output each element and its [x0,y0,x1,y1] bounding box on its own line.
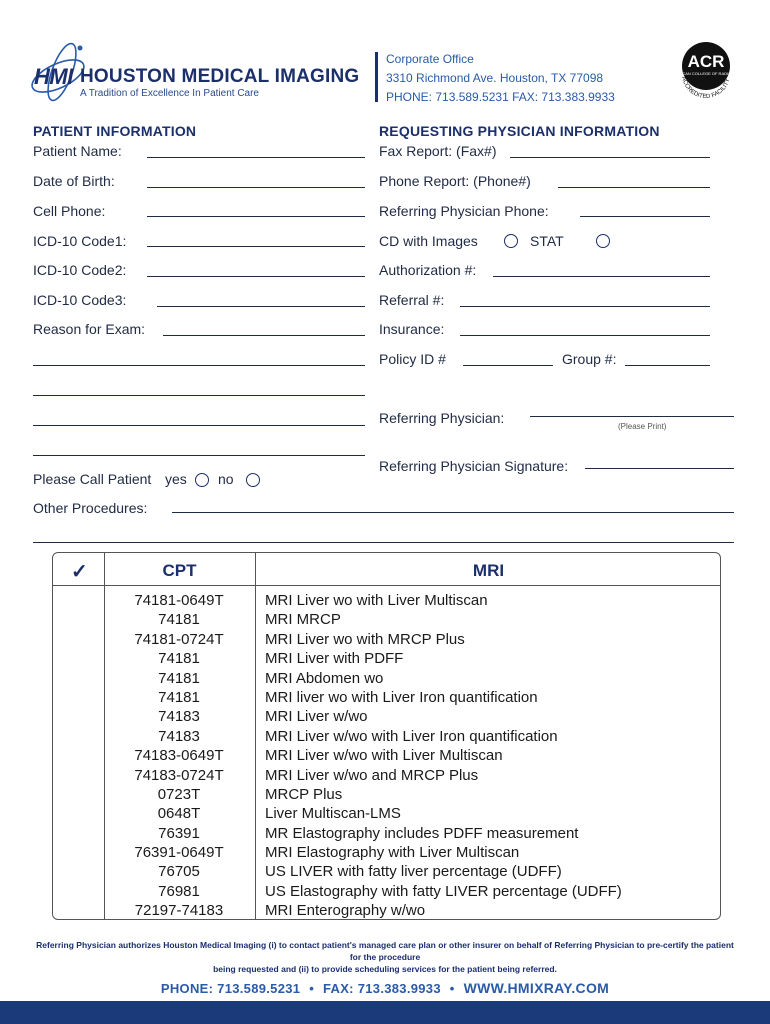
procedure-description: MRCP Plus [265,785,343,803]
procedure-description: MRI Elastography with Liver Multiscan [265,844,520,862]
footer-sep-1: • [309,981,315,996]
icd3-label: ICD-10 Code3: [33,292,127,308]
procedure-description: MRI Liver wo with Liver Multiscan [265,592,488,609]
please-print-note: (Please Print) [618,422,667,431]
procedure-description: US Elastography with fatty LIVER percentage (UDFF) [265,882,622,900]
cpt-code: 76705 [158,863,200,881]
referral-label: Referral #: [379,292,445,308]
disclaimer [30,939,740,975]
table-row[interactable] [53,649,720,668]
cd-images-label: CD with Images [379,233,478,249]
reason-label: Reason for Exam: [33,321,146,337]
insurance-label: Insurance: [379,321,445,337]
table-row[interactable] [53,669,720,688]
ref-physician-field[interactable] [530,416,734,417]
corp-phone: PHONE: 713.589.5231 FAX: 713.383.9933 [386,90,615,104]
signature-field[interactable] [585,468,734,469]
bottom-bar [0,1001,770,1024]
table-row[interactable] [53,630,720,649]
cpt-code: 74183 [158,727,200,745]
cpt-code: 76981 [158,882,200,900]
reason-line-4[interactable] [33,425,365,426]
phone-report-label: Phone Report: (Phone#) [379,173,531,189]
mri-header: MRI [472,561,505,580]
patient-info-heading: PATIENT INFORMATION [33,123,197,139]
fax-report-field[interactable] [510,157,710,158]
table-row[interactable] [53,591,720,610]
call-yes-radio[interactable] [195,473,209,487]
cpt-code: 74183-0649T [134,747,224,765]
check-column-header: ✓ [71,561,88,583]
cpt-code: 74181 [158,611,200,629]
procedure-description: MRI Liver wo with MRCP Plus [265,630,465,648]
cpt-code: 74181 [158,650,200,668]
group-label: Group #: [562,351,617,367]
table-row[interactable] [53,707,720,726]
cpt-code: 74183-0724T [134,766,224,784]
icd1-label: ICD-10 Code1: [33,233,127,249]
reason-field[interactable] [163,335,365,336]
footer-website-link[interactable]: WWW.HMIXRAY.COM [463,980,610,996]
procedure-description: MRI Liver w/wo with Liver Iron quantification [265,727,558,745]
footer-contact [0,980,770,996]
acr-seal-icon [672,40,740,108]
corp-title: Corporate Office [386,52,474,66]
group-field[interactable] [625,365,710,366]
table-row[interactable] [53,824,720,843]
brand-tagline: A Tradition of Excellence In Patient Care [80,88,259,99]
icd2-field[interactable] [147,276,365,277]
patient-name-field[interactable] [147,157,365,158]
procedure-description: MRI liver wo with Liver Iron quantification [265,688,538,706]
table-row[interactable] [53,862,720,881]
icd2-label: ICD-10 Code2: [33,262,127,278]
cd-images-radio[interactable] [504,234,518,248]
authorization-field[interactable] [493,276,710,277]
fax-report-label: Fax Report: (Fax#) [379,143,497,159]
corp-address: 3310 Richmond Ave. Houston, TX 77098 [386,71,604,85]
ref-physician-label: Referring Physician: [379,410,505,426]
footer-fax: FAX: 713.383.9933 [323,981,441,996]
call-no-radio[interactable] [246,473,260,487]
procedure-description: MRI Liver w/wo with Liver Multiscan [265,747,503,765]
call-no-label: no [218,471,234,487]
table-row[interactable] [53,804,720,823]
cpt-header: CPT [162,561,197,580]
acr-sub: AMERICAN COLLEGE OF RADIOLOGY [672,71,740,76]
authorization-label: Authorization #: [379,262,477,278]
table-row[interactable] [53,882,720,901]
table-row[interactable] [53,766,720,785]
other-procedures-field[interactable] [172,512,734,513]
table-row[interactable] [53,727,720,746]
patient-name-label: Patient Name: [33,143,122,159]
icd1-field[interactable] [147,246,365,247]
procedure-table [52,552,721,920]
cpt-code: 74183 [158,708,200,726]
acr-mark: ACR [687,52,725,71]
procedure-description: Liver Multiscan-LMS [265,805,401,823]
cell-phone-label: Cell Phone: [33,203,106,219]
cpt-code: 74181-0649T [134,592,224,609]
brand-name: HOUSTON MEDICAL IMAGING [80,66,360,87]
cpt-code: 0648T [157,805,201,823]
table-row[interactable] [53,843,720,862]
procedure-description: MRI Liver w/wo [265,708,368,726]
hmi-mark: HMI [34,64,73,89]
ref-phone-label: Referring Physician Phone: [379,203,549,219]
signature-label: Referring Physician Signature: [379,458,569,474]
icd3-field[interactable] [157,306,365,307]
table-row[interactable] [53,785,720,804]
procedure-description: MRI Liver with PDFF [265,650,404,668]
procedure-description: US LIVER with fatty liver percentage (UDFF) [265,863,562,881]
procedure-rows [53,591,720,921]
dob-field[interactable] [147,187,365,188]
cpt-code: 74181 [158,669,200,687]
stat-label: STAT [530,233,564,249]
cpt-code: 76391-0649T [134,844,224,862]
table-row[interactable] [53,688,720,707]
procedure-description: MRI Abdomen wo [265,669,384,687]
cpt-code: 72197-74183 [134,902,224,920]
cpt-code: 0723T [157,785,201,803]
phone-report-field[interactable] [558,187,710,188]
reason-line-2[interactable] [33,365,365,366]
reason-line-5[interactable] [33,455,365,456]
insurance-field[interactable] [460,335,710,336]
dob-label: Date of Birth: [33,173,115,189]
procedure-description: MRI Enterography w/wo [265,902,426,920]
disclaimer-line-1: Referring Physician authorizes Houston Medical Imaging (i) to contact patient's managed care plan or other insurer on behalf of Referring Physician to pre-certify the patient for the procedure [36,940,734,962]
corporate-office [386,50,615,107]
procedure-description: MRI Liver w/wo and MRCP Plus [265,766,479,784]
cpt-code: 74181-0724T [134,630,224,648]
corp-divider [375,52,378,102]
other-procedures-label: Other Procedures: [33,500,148,516]
disclaimer-line-2: being requested and (ii) to provide scheduling services for the patient being referred. [213,964,557,974]
cpt-code: 74181 [158,688,200,706]
cpt-code: 76391 [158,824,200,842]
referral-field[interactable] [460,306,710,307]
hmi-logo [28,38,358,108]
ref-phone-field[interactable] [580,216,710,217]
table-row[interactable] [53,746,720,765]
footer-sep-2: • [449,981,455,996]
other-procedures-line-2[interactable] [33,542,734,543]
policy-id-label: Policy ID # [379,351,446,367]
cell-phone-field[interactable] [147,216,365,217]
acr-seal [672,40,740,108]
physician-info-heading: REQUESTING PHYSICIAN INFORMATION [379,123,660,139]
stat-radio[interactable] [596,234,610,248]
call-yes-label: yes [165,471,187,487]
policy-id-field[interactable] [463,365,553,366]
table-row[interactable] [53,901,720,920]
acr-ring-text: ACCREDITED FACILITY [680,76,732,101]
reason-line-3[interactable] [33,395,365,396]
footer-phone: PHONE: 713.589.5231 [160,981,301,996]
procedure-description: MRI MRCP [265,611,341,629]
procedure-description: MR Elastography includes PDFF measurement [265,824,579,842]
call-patient-label: Please Call Patient [33,471,152,487]
table-row[interactable] [53,610,720,629]
